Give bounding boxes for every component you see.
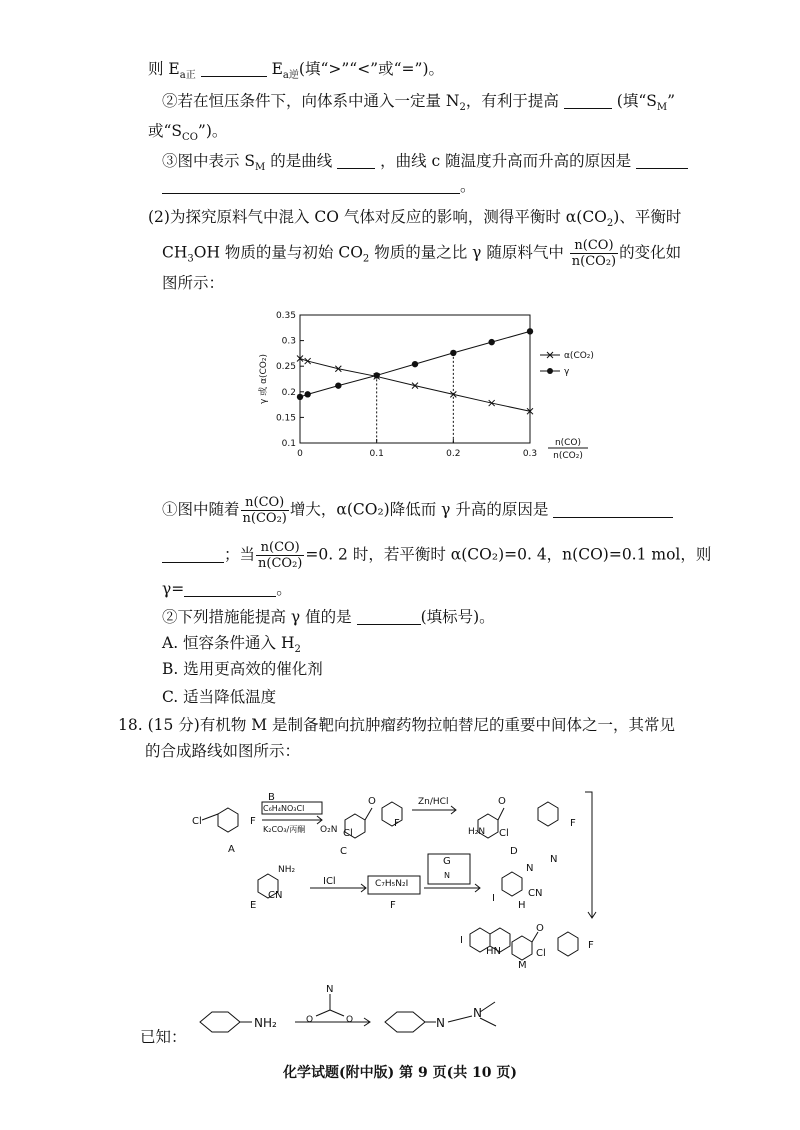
svg-text:F: F [394, 818, 400, 829]
q17-line3: 或“$S_{CO}$”)。 [148, 122, 228, 144]
ratio-fraction-q1: $\frac{n(CO)}{\text{n(CO₂)}}$ [242, 495, 287, 526]
ratio-fraction-q1b: $\frac{n(CO)}{\text{n(CO₂)}}$ [258, 540, 303, 571]
svg-text:H₂N: H₂N [468, 827, 486, 837]
svg-text:F: F [588, 940, 594, 951]
legend-marker-dot [547, 368, 553, 374]
gamma-point [335, 382, 341, 388]
answer-blank-sm-sco[interactable] [564, 92, 612, 109]
answer-blank-reason-a[interactable] [636, 152, 688, 169]
svg-text:A: A [228, 844, 235, 855]
svg-text:F: F [250, 816, 256, 827]
svg-text:O₂N: O₂N [320, 825, 338, 835]
svg-text:N: N [326, 984, 334, 995]
answer-blank-energy[interactable] [201, 60, 267, 77]
q17-2-intro2: $CH_3OH$ 物质的量与初始 $CO_2$ 物质的量之比 γ 随原料气中 $\frac{n(CO)}{\text{n(CO₂)}}$ 的变化如 [162, 238, 682, 269]
known-reaction [180, 980, 540, 1055]
gamma-point [373, 372, 379, 378]
gamma-point [297, 394, 303, 400]
equilibrium-chart [240, 305, 600, 475]
gamma-point [450, 350, 456, 356]
x-axis-label-num: n(CO) [554, 438, 582, 448]
answer-blank-gamma-value[interactable] [184, 580, 276, 597]
y-tick-label: 0.2 [281, 387, 296, 398]
answer-blank-reason-gamma-b[interactable] [162, 546, 224, 563]
y-tick-label: 0.25 [275, 362, 296, 373]
legend-label-0: α(CO₂) [564, 351, 594, 361]
answer-blank-reason-b[interactable] [162, 177, 460, 194]
svg-text:F: F [390, 900, 396, 911]
svg-text:ICl: ICl [323, 876, 336, 887]
q18-line1: 18. (15 分)有机物 M 是制备靶向抗肿瘤药物拉帕替尼的重要中间体之一，其常见 [118, 716, 676, 734]
legend-label-1: γ [564, 367, 570, 377]
svg-text:C₇H₅N₂I: C₇H₅N₂I [375, 879, 409, 889]
page-footer: 化学试题(附中版) 第 9 页(共 10 页) [282, 1065, 518, 1081]
svg-text:N: N [473, 1006, 482, 1020]
svg-text:C: C [340, 846, 347, 857]
svg-text:Cl: Cl [343, 828, 353, 839]
svg-text:I: I [460, 935, 463, 946]
gamma-point [488, 339, 494, 345]
svg-text:C₆H₄NO₃Cl: C₆H₄NO₃Cl [263, 804, 305, 813]
svg-text:HN: HN [486, 946, 501, 957]
svg-text:N: N [436, 1016, 445, 1030]
svg-text:E: E [250, 900, 257, 911]
y-tick-label: 0.15 [275, 413, 296, 424]
svg-text:NH₂: NH₂ [254, 1016, 277, 1030]
chart-legend [540, 351, 594, 377]
svg-text:O: O [498, 796, 506, 807]
answer-blank-reason-gamma-a[interactable] [553, 501, 673, 518]
svg-text:N: N [526, 863, 534, 874]
svg-text:O: O [346, 1015, 354, 1025]
chart-axes [257, 311, 588, 461]
gamma-point [412, 361, 418, 367]
svg-text:M: M [518, 960, 527, 971]
x-tick-label: 0.3 [522, 449, 538, 459]
ratio-fraction: $\frac{n(CO)}{\text{n(CO₂)}}$ [571, 238, 617, 269]
gamma-point [304, 391, 310, 397]
option-c: C. 适当降低温度 [162, 688, 277, 706]
y-axis-label: γ 或 α(CO₂) [259, 354, 269, 404]
svg-text:Zn/HCl: Zn/HCl [418, 797, 449, 807]
svg-text:I: I [492, 893, 495, 904]
svg-text:K₂CO₃/丙酮: K₂CO₃/丙酮 [263, 825, 306, 834]
option-a: A. 恒容条件通入 $H_2$ [162, 634, 301, 656]
q17-line5: 。 [162, 175, 476, 197]
plot-frame [300, 315, 530, 443]
svg-text:CN: CN [528, 888, 543, 899]
synthesis-scheme [180, 768, 620, 973]
x-tick-label: 0.2 [446, 449, 461, 459]
svg-text:NH₂: NH₂ [278, 865, 296, 875]
q17-2-intro1: (2)为探究原料气中混入 CO 气体对反应的影响，测得平衡时 $\alpha(CO_2)$、平衡时 [148, 208, 682, 230]
svg-text:F: F [570, 818, 576, 829]
svg-text:N: N [550, 854, 558, 865]
svg-text:CN: CN [268, 890, 283, 901]
chart-marks [297, 328, 533, 414]
y-tick-label: 0.35 [275, 311, 296, 321]
x-tick-label: 0.1 [369, 449, 384, 459]
answer-blank-curve[interactable] [337, 152, 375, 169]
svg-text:O: O [536, 923, 544, 934]
q17-2-q1-line3: γ= 。 [162, 580, 292, 598]
known-label: 已知： [140, 1028, 187, 1046]
svg-text:O: O [306, 1015, 314, 1025]
x-tick-label: 0 [297, 449, 303, 459]
q17-2-q1-line2: ；当 $\frac{n(CO)}{\text{n(CO₂)}}$ =0. 2 时，若平衡时 α(CO₂)=0. 4，n(CO)=0.1 mol，则 [162, 540, 711, 571]
q17-line1: 则 $E_{a正}$ $E_{a逆}$(填“>”“<”或“=”)。 [148, 60, 444, 82]
q17-2-q1-line1: ①图中随着 $\frac{n(CO)}{\text{n(CO₂)}}$ 增大，α(CO₂)降低而 γ 升高的原因是 [162, 495, 673, 526]
q17-line2: ②若在恒压条件下，向体系中通入一定量 $N_2$，有利于提高 (填“$S_M$” [162, 92, 676, 114]
svg-text:Cl: Cl [192, 816, 202, 827]
svg-text:D: D [510, 846, 518, 857]
answer-blank-measures[interactable] [357, 608, 421, 625]
q18-line2: 的合成路线如图所示： [145, 742, 301, 760]
q17-line4: ③图中表示 $S_M$ 的是曲线 ，曲线 c 随温度升高而升高的原因是 [162, 150, 688, 179]
y-tick-label: 0.3 [281, 336, 296, 347]
svg-text:Cl: Cl [499, 828, 509, 839]
svg-text:O: O [368, 796, 376, 807]
svg-text:N: N [444, 871, 450, 880]
svg-text:Cl: Cl [536, 948, 546, 959]
svg-text:B: B [268, 792, 275, 803]
gamma-point [527, 328, 533, 334]
y-tick-label: 0.1 [281, 439, 296, 449]
q17-2-intro3: 图所示： [162, 274, 225, 292]
q17-2-q2: ②下列措施能提高 γ 值的是 (填标号)。 [162, 608, 495, 626]
x-axis-label-den: n(CO₂) [553, 451, 583, 461]
svg-text:H: H [518, 900, 526, 911]
svg-text:G: G [443, 856, 451, 867]
alpha-point [305, 358, 311, 364]
option-b: B. 选用更高效的催化剂 [162, 660, 323, 678]
